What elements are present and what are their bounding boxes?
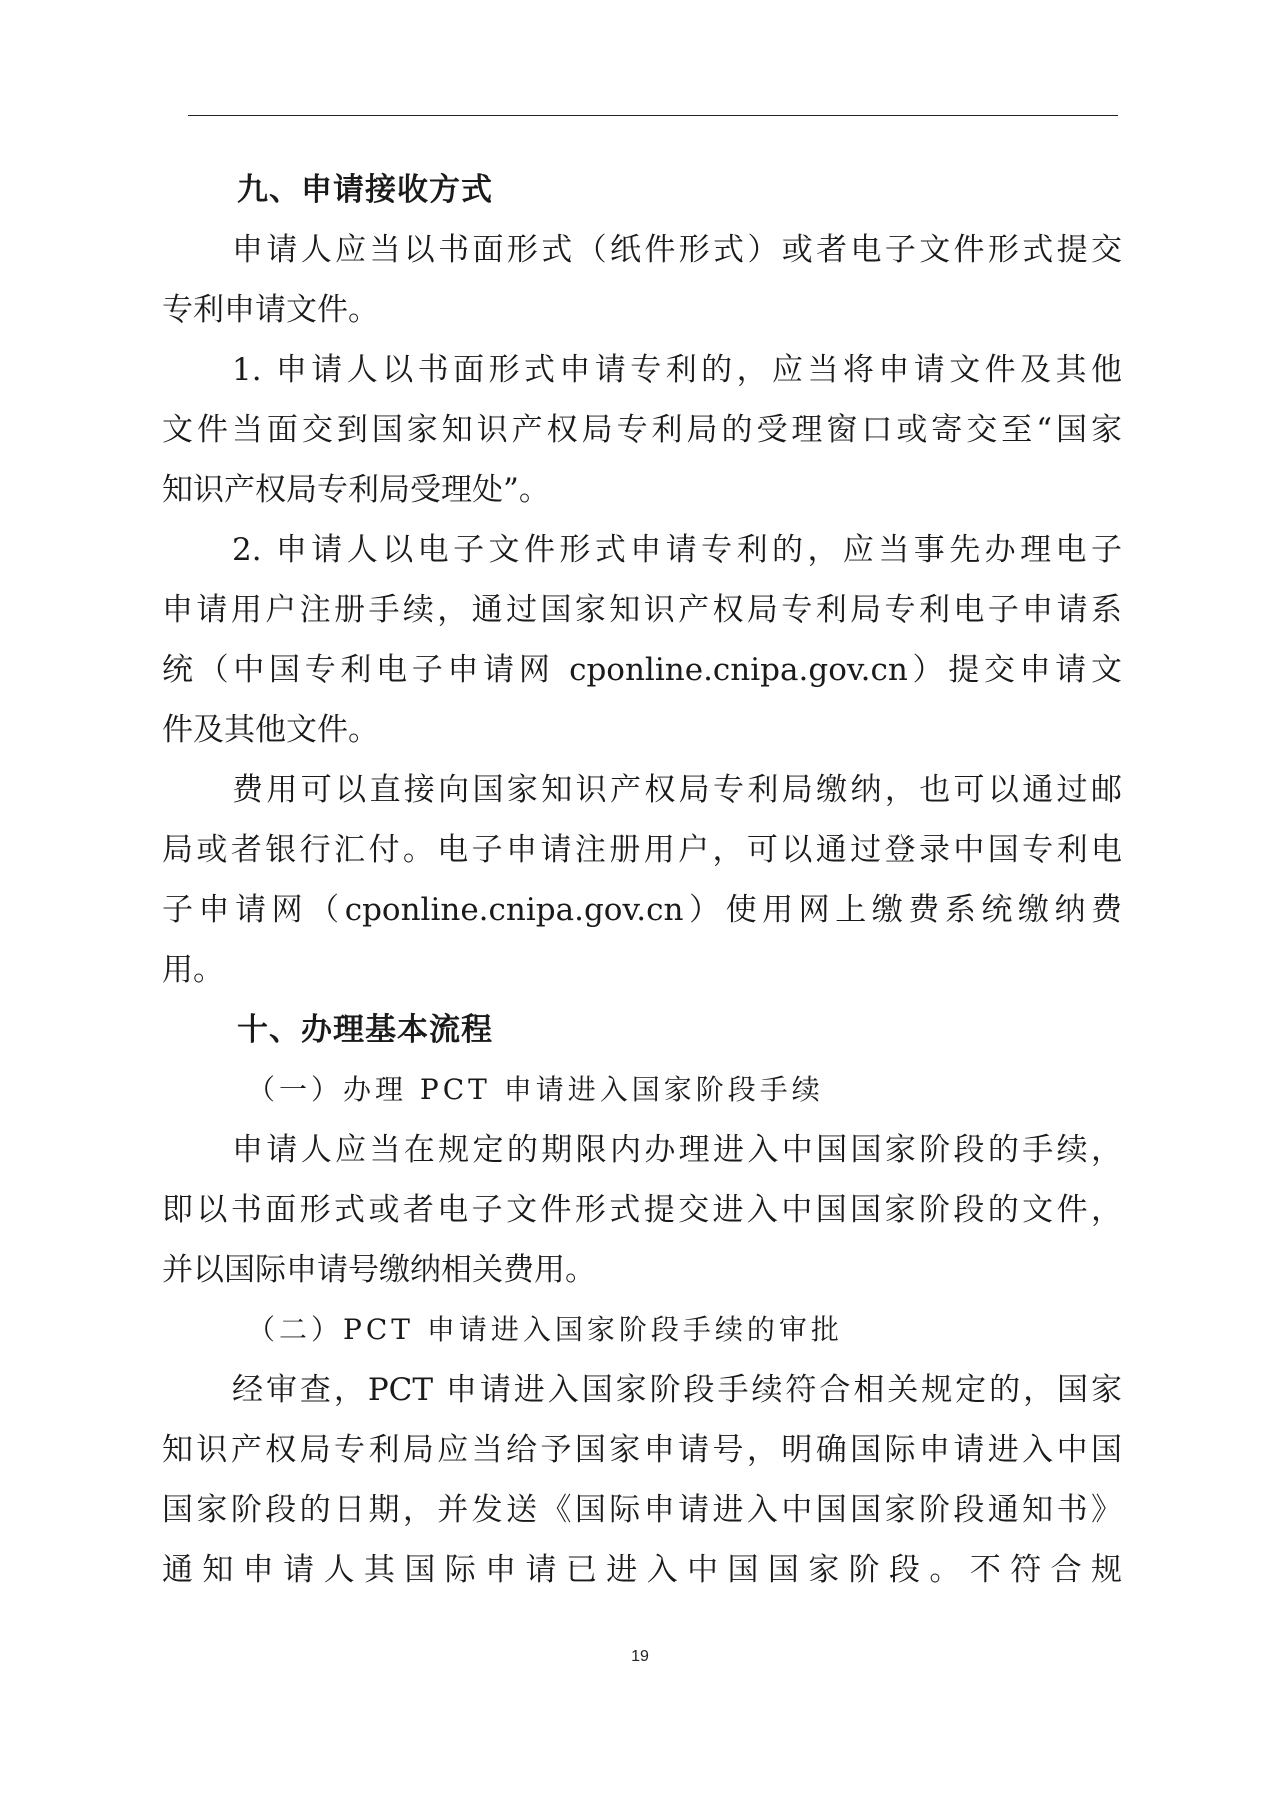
text-line: 申请人应当在规定的期限内办理进入中国国家阶段的手续，	[232, 1132, 1122, 1168]
page-number: 19	[631, 1648, 649, 1665]
text-line: 申请人应当以书面形式（纸件形式）或者电子文件形式提交	[232, 232, 1122, 268]
section-10-paragraph-2	[162, 1360, 1122, 1600]
text-line: 通知申请人其国际申请已进入中国国家阶段。不符合规	[162, 1552, 1122, 1588]
section-9-paragraph-3	[162, 520, 1122, 760]
text-line: 统（中国专利电子申请网 cponline.cnipa.gov.cn）提交申请文	[162, 652, 1122, 688]
section-10-paragraph-1	[162, 1120, 1122, 1300]
text-line: 经审查，PCT 申请进入国家阶段手续符合相关规定的，国家	[232, 1372, 1122, 1408]
section-9-paragraph-1	[162, 220, 1122, 340]
section-10-subheading-1: （一）办理 PCT 申请进入国家阶段手续	[247, 1073, 824, 1106]
text-line: 知识产权局专利局应当给予国家申请号，明确国际申请进入中国	[162, 1432, 1122, 1468]
header-rule	[188, 115, 1118, 116]
section-9-paragraph-2	[162, 340, 1122, 520]
text-line: 并以国际申请号缴纳相关费用。	[162, 1252, 596, 1288]
section-9-heading: 九、申请接收方式	[237, 172, 493, 208]
text-line: 件及其他文件。	[162, 712, 379, 748]
text-line: 费用可以直接向国家知识产权局专利局缴纳，也可以通过邮	[232, 772, 1122, 808]
text-line: 子申请网（cponline.cnipa.gov.cn）使用网上缴费系统缴纳费	[162, 892, 1122, 928]
text-line: 用。	[162, 952, 224, 988]
text-line: 申请用户注册手续，通过国家知识产权局专利局专利电子申请系	[162, 592, 1122, 628]
section-10-subheading-2: （二）PCT 申请进入国家阶段手续的审批	[247, 1313, 843, 1346]
text-line: 2. 申请人以电子文件形式申请专利的，应当事先办理电子	[232, 532, 1122, 568]
section-10-heading: 十、办理基本流程	[237, 1012, 493, 1048]
section-9-paragraph-4	[162, 760, 1122, 1000]
text-line: 文件当面交到国家知识产权局专利局的受理窗口或寄交至“国家	[162, 412, 1122, 448]
text-line: 局或者银行汇付。电子申请注册用户，可以通过登录中国专利电	[162, 832, 1122, 868]
text-line: 国家阶段的日期，并发送《国际申请进入中国国家阶段通知书》	[162, 1492, 1122, 1528]
document-body	[162, 160, 1122, 1600]
text-line: 专利申请文件。	[162, 292, 379, 328]
text-line: 即以书面形式或者电子文件形式提交进入中国国家阶段的文件，	[162, 1192, 1122, 1228]
text-line: 知识产权局专利局受理处”。	[162, 472, 550, 508]
text-line: 1. 申请人以书面形式申请专利的，应当将申请文件及其他	[232, 352, 1122, 388]
